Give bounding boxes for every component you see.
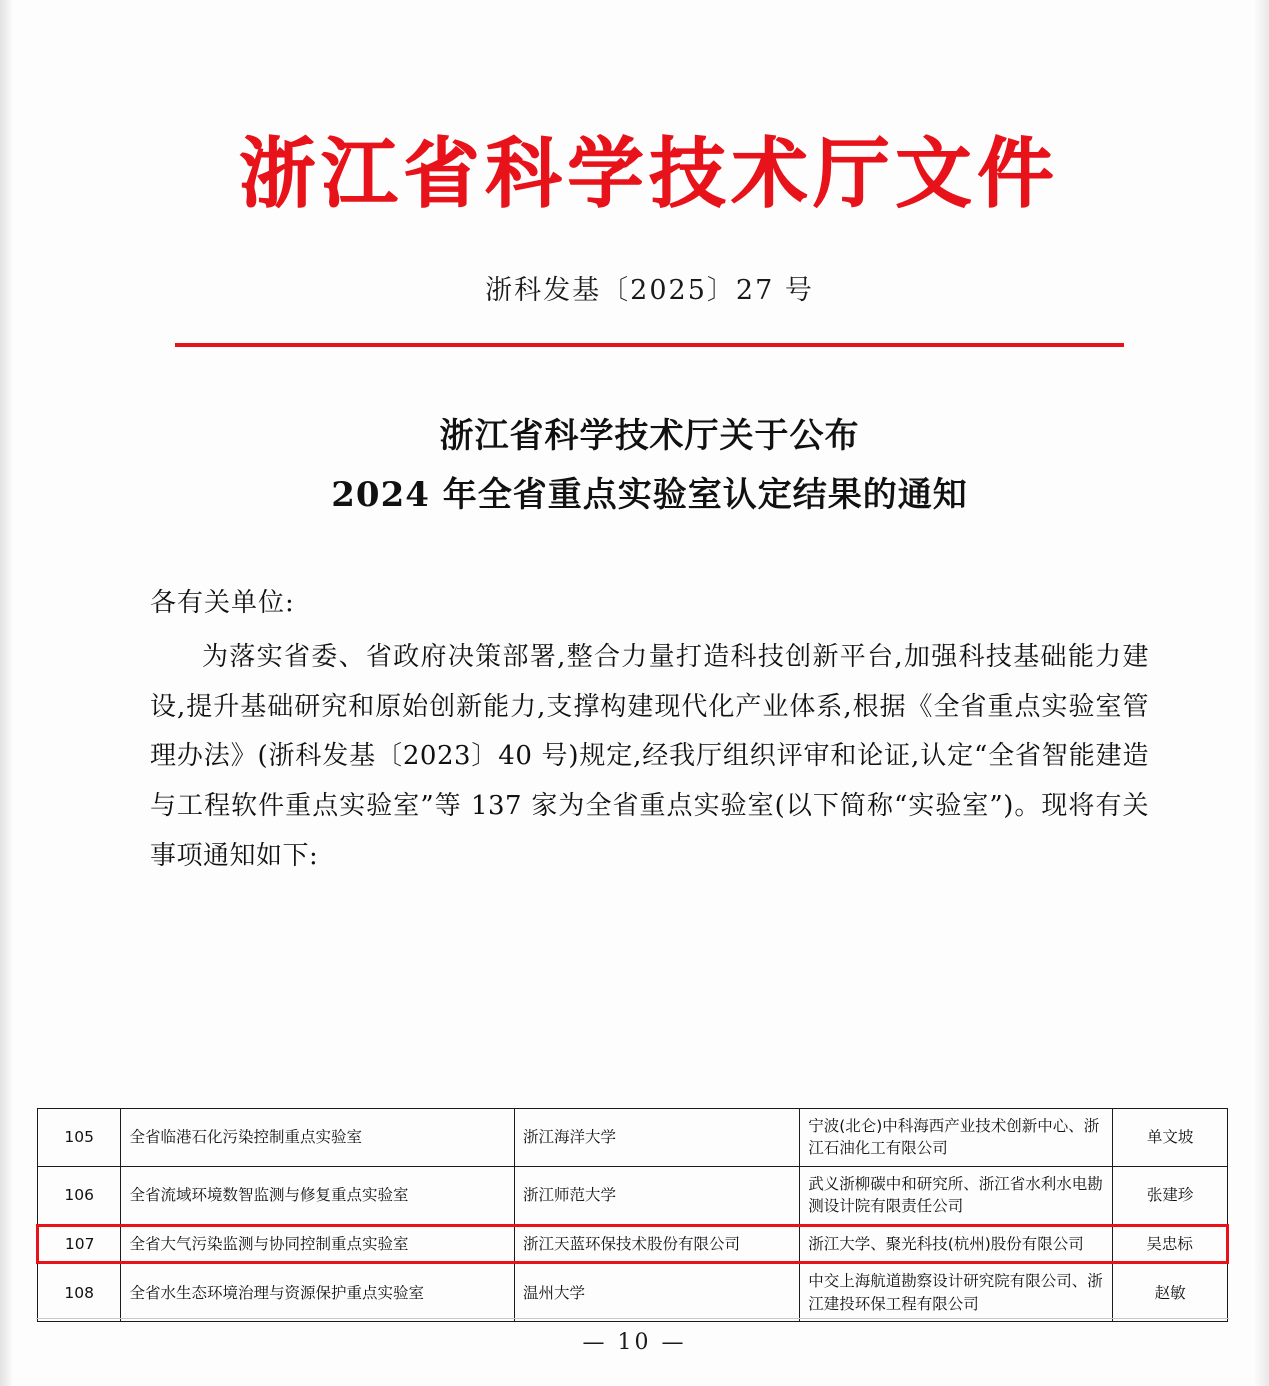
row-host-organization: 浙江天蓝环保技术股份有限公司 — [515, 1225, 800, 1262]
row-number: 105 — [38, 1109, 121, 1167]
table-row — [38, 1263, 1228, 1322]
row-leader-name: 赵敏 — [1113, 1263, 1228, 1322]
row-host-organization: 浙江海洋大学 — [515, 1109, 800, 1167]
row-number: 108 — [38, 1263, 121, 1322]
document-number: 浙科发基〔2025〕27 号 — [485, 274, 814, 306]
row-host-organization: 浙江师范大学 — [515, 1166, 800, 1225]
document-title — [150, 407, 1149, 526]
row-partner-organizations: 中交上海航道勘察设计研究院有限公司、浙江建投环保工程有限公司 — [800, 1263, 1113, 1322]
results-table — [36, 1108, 1229, 1322]
table-row-highlighted — [38, 1225, 1228, 1262]
document-body — [150, 0, 1149, 882]
row-leader-name: 张建珍 — [1113, 1166, 1228, 1225]
page-number: — 10 — — [582, 1330, 687, 1355]
row-leader-name: 吴忠标 — [1113, 1225, 1228, 1262]
row-number: 107 — [38, 1225, 121, 1262]
row-lab-name: 全省临港石化污染控制重点实验室 — [121, 1109, 515, 1167]
document-title-line-2: 2024 年全省重点实验室认定结果的通知 — [331, 475, 968, 516]
row-partner-organizations: 宁波(北仑)中科海西产业技术创新中心、浙江石油化工有限公司 — [800, 1109, 1113, 1167]
row-lab-name: 全省大气污染监测与协同控制重点实验室 — [121, 1225, 515, 1262]
body-paragraph-1: 为落实省委、省政府决策部署,整合力量打造科技创新平台,加强科技基础能力建设,提升基础研究和原始创新能力,支撑构建现代化产业体系,根据《全省重点实验室管理办法》(浙科发基〔2023〕40 号)规定,经我厅组织评审和论证,认定“全省智能建造与工程软件重点实验室”等 137 家为全省重点实验室(以下简称“实验室”)。现将有关事项通知如下: — [150, 641, 1149, 872]
row-partner-organizations: 浙江大学、聚光科技(杭州)股份有限公司 — [800, 1225, 1113, 1262]
row-number: 106 — [38, 1166, 121, 1225]
row-lab-name: 全省流域环境数智监测与修复重点实验室 — [121, 1166, 515, 1225]
row-partner-organizations: 武义浙柳碳中和研究所、浙江省水利水电勘测设计院有限责任公司 — [800, 1166, 1113, 1225]
document-title-line-1: 浙江省科学技术厅关于公布 — [439, 415, 860, 456]
row-lab-name: 全省水生态环境治理与资源保护重点实验室 — [121, 1263, 515, 1322]
results-table-body — [38, 1109, 1228, 1322]
results-table-section — [36, 1108, 1229, 1322]
row-leader-name: 单文坡 — [1113, 1109, 1228, 1167]
salutation: 各有关单位: — [150, 587, 295, 618]
row-host-organization: 温州大学 — [515, 1263, 800, 1322]
red-divider-rule — [175, 343, 1124, 347]
document-masthead: 浙江省科学技术厅文件 — [239, 129, 1060, 218]
table-row — [38, 1166, 1228, 1225]
footer-divider — [36, 1318, 1229, 1319]
table-row — [38, 1109, 1228, 1167]
